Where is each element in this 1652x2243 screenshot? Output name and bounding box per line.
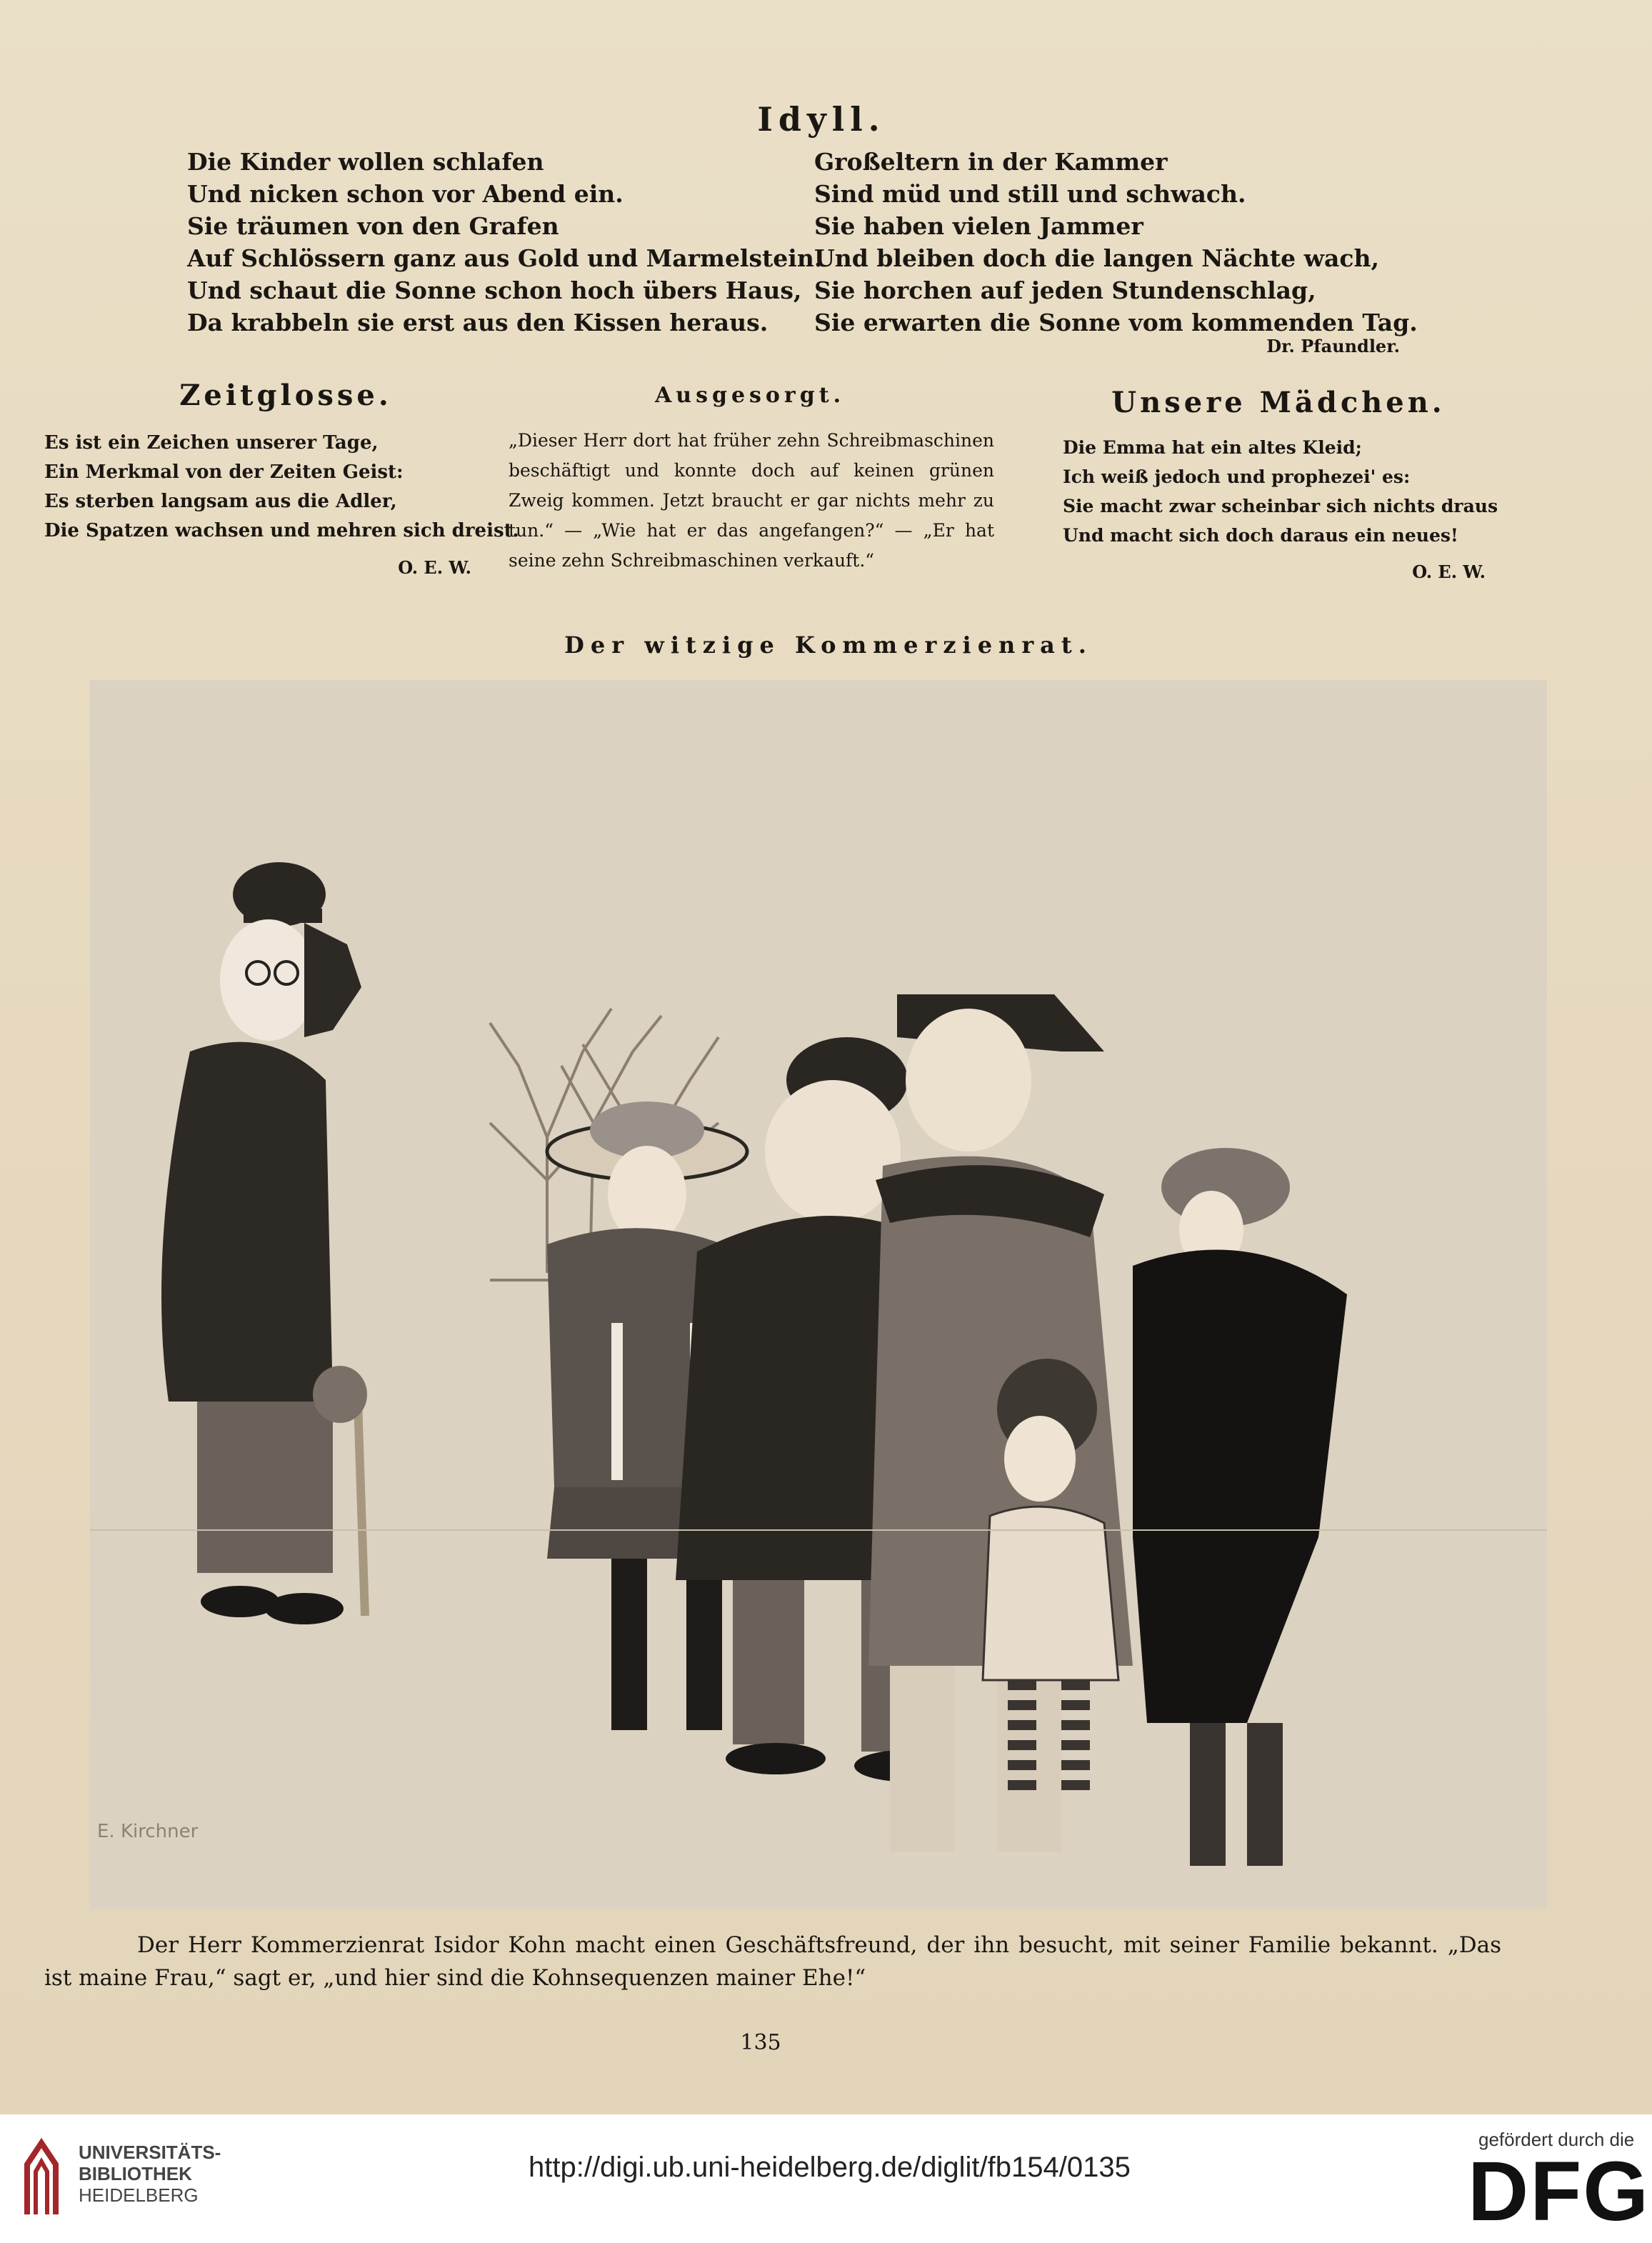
verse-line: Die Kinder wollen schlafen	[187, 148, 544, 176]
verse-line: Sie horchen auf jeden Stundenschlag,	[814, 276, 1316, 304]
zeitglosse-poem	[44, 429, 519, 546]
verse-line: Da krabbeln sie erst aus den Kissen heraus.	[187, 309, 769, 336]
page-number: 135	[740, 2030, 781, 2055]
verse-line: Die Emma hat ein altes Kleid;	[1063, 437, 1362, 458]
maedchen-title: Unsere Mädchen.	[1111, 386, 1446, 419]
verse-line: Sie erwarten die Sonne vom kommenden Tag.	[814, 309, 1418, 336]
source-url-link[interactable]: http://digi.ub.uni-heidelberg.de/diglit/fb154/0135	[529, 2152, 1131, 2183]
maedchen-author: O. E. W.	[1412, 561, 1486, 582]
cartoon-illustration	[90, 680, 1547, 1909]
cartoon-caption: Der Herr Kommerzienrat Isidor Kohn macht einen Geschäftsfreund, der ihn besucht, mit seiner Familie bekannt. „Das ist maine Frau,“ sagt er, „und hier sind die Kohnsequenzen mainer Ehe!“	[44, 1932, 1501, 1991]
zeitglosse-title: Zeitglosse.	[179, 379, 392, 412]
idyll-author: Dr. Pfaundler.	[1266, 336, 1400, 356]
ausgesorgt-text: „Dieser Herr dort hat früher zehn Schreibmaschinen beschäftigt und konnte doch auf keinen grünen Zweig kommen. Jetzt braucht er gar nichts mehr zu tun.“ — „Wie hat er das angefangen?“ — „Er hat seine zehn Schreibmaschinen verkauft.“	[509, 430, 994, 571]
idyll-right-stanza	[814, 146, 1443, 339]
verse-line: Die Spatzen wachsen und mehren sich dreist.	[44, 520, 519, 541]
library-logo-icon	[20, 2136, 63, 2222]
verse-line: Sie träumen von den Grafen	[187, 212, 559, 240]
verse-line: Und nicken schon vor Abend ein.	[187, 180, 624, 208]
verse-line: Großeltern in der Kammer	[814, 148, 1168, 176]
verse-line: Sie haben vielen Jammer	[814, 212, 1143, 240]
digitization-footer	[0, 2114, 1652, 2243]
verse-line: Und bleiben doch die langen Nächte wach,	[814, 244, 1379, 272]
verse-line: Und schaut die Sonne schon hoch übers Haus,	[187, 276, 802, 304]
library-name	[79, 2142, 221, 2206]
verse-line: Sind müd und still und schwach.	[814, 180, 1246, 208]
idyll-left-stanza	[187, 146, 823, 339]
verse-line: Es sterben langsam aus die Adler,	[44, 491, 397, 512]
verse-line: Sie macht zwar scheinbar sich nichts draus	[1063, 496, 1498, 516]
library-line: BIBLIOTHEK	[79, 2163, 192, 2184]
funded-by-label: gefördert durch die	[1478, 2129, 1635, 2150]
dfg-logo: DFG	[1468, 2144, 1651, 2239]
maedchen-poem	[1063, 433, 1520, 550]
cartoon-drawing	[90, 680, 1547, 1909]
ausgesorgt-title: Ausgesorgt.	[654, 383, 846, 408]
artist-signature: E. Kirchner	[97, 1821, 199, 1842]
verse-line: Ein Merkmal von der Zeiten Geist:	[44, 461, 404, 483]
verse-line: Und macht sich doch daraus ein neues!	[1063, 525, 1458, 546]
verse-line: Ich weiß jedoch und prophezei' es:	[1063, 466, 1411, 487]
verse-line: Auf Schlössern ganz aus Gold und Marmelstein.	[187, 244, 823, 272]
idyll-title: Idyll.	[757, 100, 886, 139]
library-line: UNIVERSITÄTS-	[79, 2142, 221, 2163]
zeitglosse-author: O. E. W.	[398, 557, 471, 578]
verse-line: Es ist ein Zeichen unserer Tage,	[44, 432, 379, 454]
cartoon-title: Der witzige Kommerzienrat.	[564, 631, 1093, 659]
library-line: HEIDELBERG	[79, 2184, 199, 2206]
